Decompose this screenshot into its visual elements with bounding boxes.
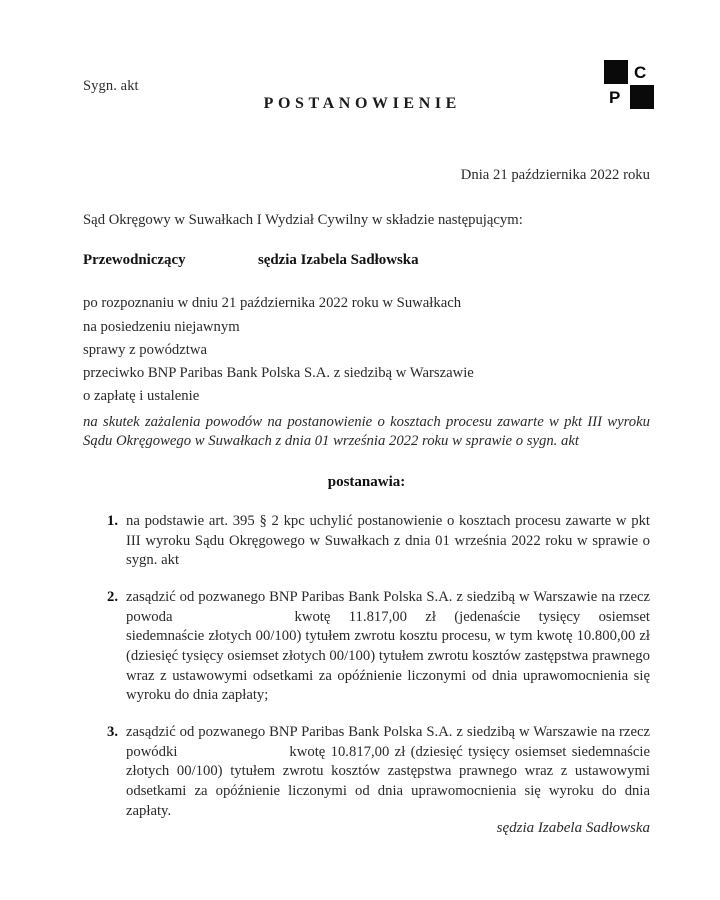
court-composition-line: Sąd Okręgowy w Suwałkach I Wydział Cywilny w składzie następującym: — [83, 211, 523, 228]
presiding-judge-row — [83, 253, 650, 268]
date-line: Dnia 21 października 2022 roku — [460, 167, 650, 183]
decision-item — [83, 588, 650, 706]
logo-letter-p: P — [609, 88, 621, 107]
preamble-line: przeciwko BNP Paribas Bank Polska S.A. z siedzibą w Warszawie — [83, 364, 474, 381]
preamble-block — [83, 296, 650, 404]
preamble-line: po rozpoznaniu w dniu 21 października 2022 roku w Suwałkach — [83, 295, 462, 312]
decides-heading: postanawia: — [327, 473, 406, 490]
preamble-line: na posiedzeniu niejawnym — [83, 318, 240, 335]
page-title: POSTANOWIENIE — [263, 95, 461, 112]
preamble-line: sprawy z powództwa — [83, 341, 207, 358]
presiding-judge-name: sędzia Izabela Sadłowska — [258, 252, 419, 269]
decision-item-text-part1: zasądzić od pozwanego BNP Paribas Bank Polska S.A. z siedzibą w Warszawie na rzecz powódki — [126, 724, 650, 760]
decision-item-text: na podstawie art. 395 § 2 kpc uchylić postanowienie o kosztach procesu zawarte w pkt III wyroku Sądu Okręgowego w Suwałkach z dnia 01 września 2022 roku w sprawie o sygn. akt — [126, 512, 650, 569]
logo-letter-c: C — [634, 63, 647, 82]
decision-item-text-part1: zasądzić od pozwanego BNP Paribas Bank Polska S.A. z siedzibą w Warszawie na rzecz powoda — [126, 588, 650, 625]
decision-item-text-part2: kwotę 10.817,00 zł (dziesięć tysięcy osiemset siedemnaście złotych 00/100) tytułem zwrotu kosztów zastępstwa prawnego wraz z ustawowymi odsetkami za opóźnienie liczonymi od dnia uprawomocnienia się wyroku do dnia zapłaty. — [126, 743, 650, 819]
decision-item-text-part2: kwotę 11.817,00 zł (jedenaście tysięcy osiemset siedemnaście złotych 00/100) tytułem zwrotu kosztu procesu, w tym kwotę 10.800,00 zł (dziesięć tysięcy osiemset złotych 00/100) tytułem zwrotu kosztów zastępstwa prawnego wraz z ustawowymi odsetkami za opóźnienie liczonymi od dnia uprawomocnienia się wyroku do dnia zapłaty; — [126, 608, 650, 704]
decision-item — [83, 512, 650, 571]
preamble-line: o zapłatę i ustalenie — [83, 388, 200, 405]
document-body — [83, 168, 650, 822]
presiding-role-label: Przewodniczący — [83, 252, 186, 269]
decision-item — [83, 723, 650, 821]
case-reference-label: Sygn. akt — [83, 78, 139, 94]
document-header — [0, 78, 720, 118]
signature-line: sędzia Izabela Sadłowska — [496, 820, 650, 836]
decision-items-list — [83, 512, 650, 822]
appeal-note-paragraph: na skutek zażalenia powodów na postanowienie o kosztach procesu zawarte w pkt III wyroku Sądu Okręgowego w Suwałkach z dnia 01 września 2022 roku w sprawie o sygn. akt — [83, 413, 650, 450]
